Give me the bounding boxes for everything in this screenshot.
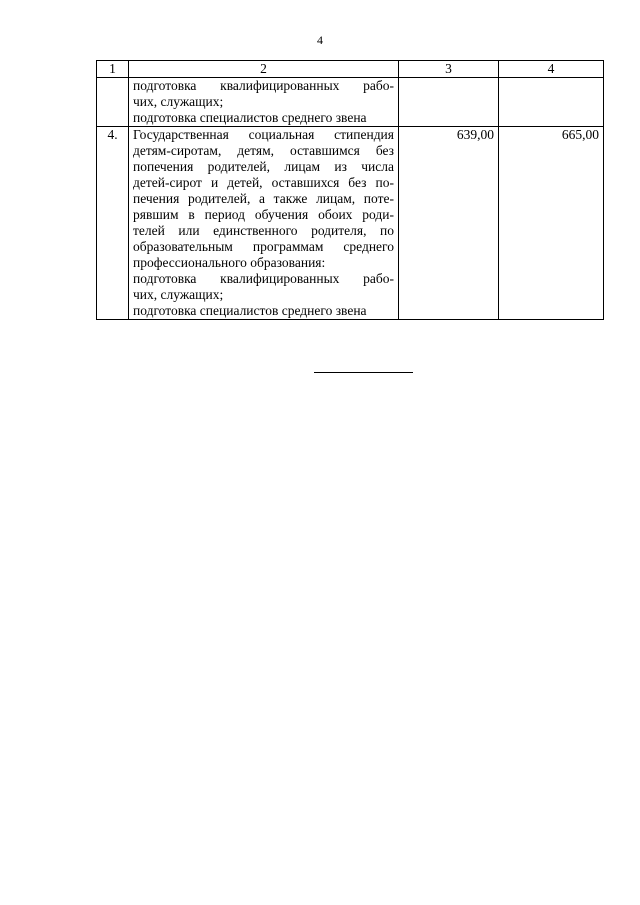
description-line: подготовка квалифицированных рабо- [133, 78, 394, 93]
description-line: чих, служащих; [133, 287, 224, 302]
description-line: профессионального образования: [133, 255, 326, 270]
description-line: детям-сиротам, детям, оставшимся без [133, 143, 394, 158]
table-row-continuation [97, 78, 604, 127]
description-line: подготовка специалистов среднего звена [133, 110, 367, 125]
column-header-4: 4 [499, 61, 604, 78]
row-value-4-cell: 665,00 [499, 127, 604, 320]
row-value-3-cell: 639,00 [399, 127, 499, 320]
description-line: подготовка квалифицированных рабо- [133, 271, 394, 286]
table-row-4 [97, 127, 604, 320]
page-number: 4 [317, 33, 323, 47]
row-value-4-cell [499, 78, 604, 127]
scholarship-table [96, 60, 604, 320]
row-number-cell [97, 78, 129, 127]
description-line: рявшим в период обучения обоих роди- [133, 207, 394, 222]
row-description-cell [129, 78, 399, 127]
row-value-3-cell [399, 78, 499, 127]
description-line: образовательным программам среднего [133, 239, 394, 254]
column-header-1: 1 [97, 61, 129, 78]
description-line: Государственная социальная стипендия [133, 127, 394, 142]
row-number-cell: 4. [97, 127, 129, 320]
table-header-row [97, 61, 604, 78]
description-line: попечения родителей, лицам из числа [133, 159, 394, 174]
column-header-3: 3 [399, 61, 499, 78]
description-line: детей-сирот и детей, оставшихся без по- [133, 175, 394, 190]
description-line: подготовка специалистов среднего звена [133, 303, 367, 318]
description-line: чих, служащих; [133, 94, 224, 109]
end-of-document-line [314, 372, 413, 373]
row-description-cell [129, 127, 399, 320]
column-header-2: 2 [129, 61, 399, 78]
description-line: телей или единственного родителя, по [133, 223, 394, 238]
description-line: печения родителей, а также лицам, поте- [133, 191, 394, 206]
